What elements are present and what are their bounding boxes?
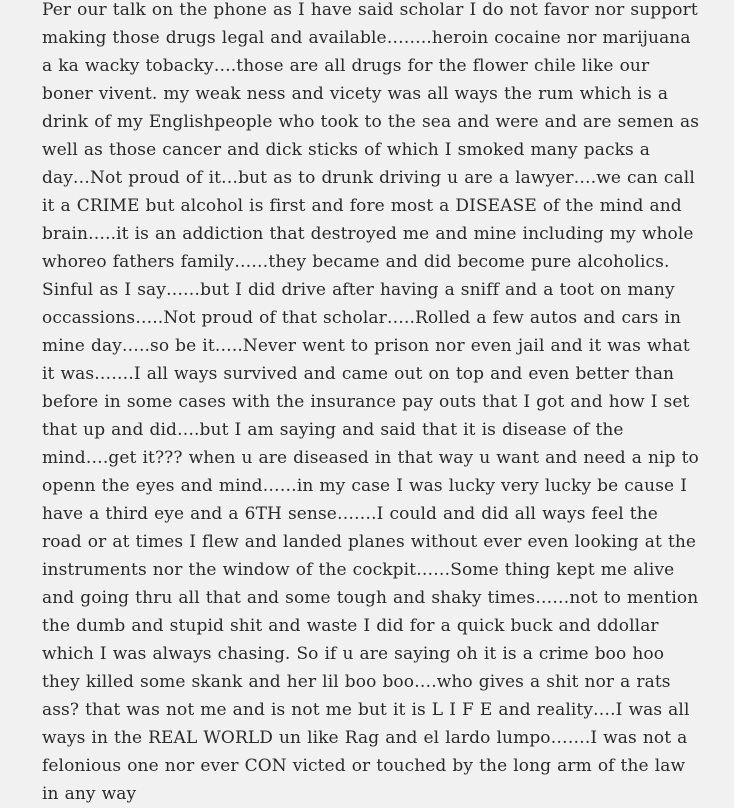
comment-body-text: Per our talk on the phone as I have said scholar I do not favor nor support making those drugs legal and available……..heroin cocaine nor marijuana a ka wacky tobacky….those are all drugs for the flower chile like our boner vivent. my weak ness and vicety was all ways the rum which is a drink of my Englishpeople who took to the sea and were and are semen as well as those cancer and dick sticks of which I smoked many packs a day…Not proud of it…but as to drunk driving u are a lawyer….we can call it a CRIME but alcohol is first and fore most a DISEASE of the mind and brain…..it is an addiction that destroyed me and mine including my whole whoreo fathers family……they became and did become pure alcoholics. Sinful as I say……but I did drive after having a sniff and a toot on many occassions…..Not proud of that scholar…..Rolled a few autos and cars in mine day…..so be it…..Never went to prison nor even jail and it was what it was…….I all ways survived and came out on top and even better than before in some cases with the insurance pay outs that I got and how I set that up and did….but I am saying and said that it is disease of the mind….get it??? when u are diseased in that way u want and need a nip to openn the eyes and mind……in my case I was lucky very lucky be cause I have a third eye and a 6TH sense…….I could and did all ways feel the road or at times I flew and landed planes without ever even looking at the instruments nor the window of the cockpit……Some thing kept me alive and going thru all that and some tough and shaky times……not to mention the dumb and stupid shit and waste I did for a quick buck and ddollar which I was always chasing. So if u are saying oh it is a crime boo hoo they killed some skank and her lil boo boo….who gives a shit nor a rats ass? that was not me and is not me but it is L I F E and reality….I was all ways in the REAL WORLD un like Rag and el lardo lumpo…….I was not a felonious one nor ever CON victed or touched by the long arm of the law in any way (42, 0, 700, 804)
